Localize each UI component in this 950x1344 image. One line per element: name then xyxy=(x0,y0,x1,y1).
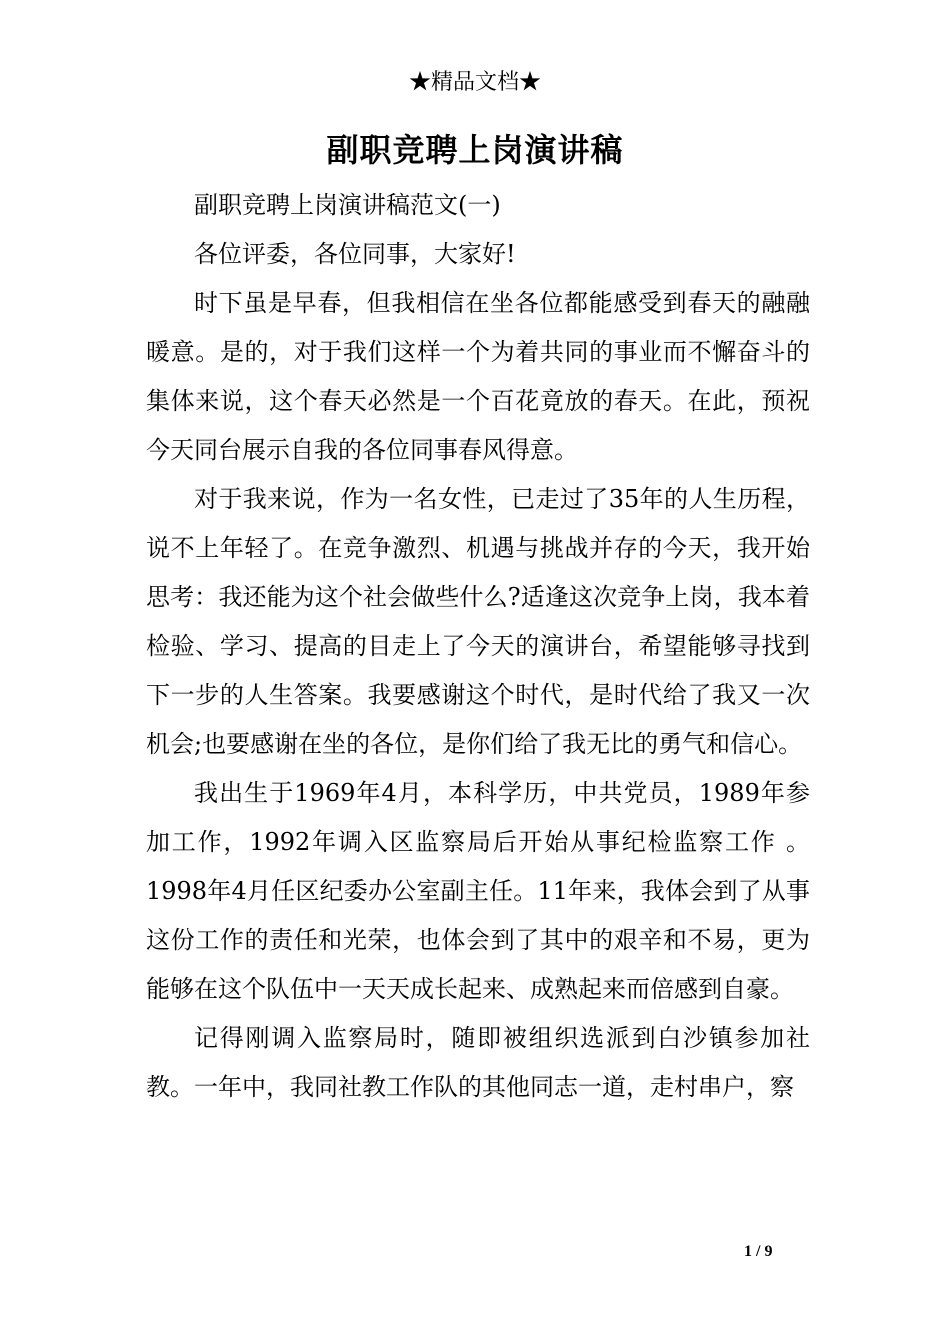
paragraph-subtitle: 副职竞聘上岗演讲稿范文(一) xyxy=(194,191,501,219)
document-body xyxy=(146,181,810,1112)
paragraph-4: 记得刚调入监察局时，随即被组织选派到白沙镇参加社教。一年中，我同社教工作队的其他同志一道，走村串户，察 xyxy=(146,1024,810,1101)
paragraph-3: 我出生于1969年4月，本科学历，中共党员，1989年参加工作，1992年调入区监察局后开始从事纪检监察工作 。1998年4月任区纪委办公室副主任。11年来，我体会到了从事这份工作的责任和光荣，也体会到了其中的艰辛和不易，更为能够在这个队伍中一天天成长起来、成熟起来而倍感到自豪。 xyxy=(146,779,810,1003)
page-indicator: 1 / 9 xyxy=(744,1243,773,1260)
paragraph-1: 时下虽是早春，但我相信在坐各位都能感受到春天的融融暖意。是的，对于我们这样一个为着共同的事业而不懈奋斗的集体来说，这个春天必然是一个百花竟放的春天。在此，预祝今天同台展示自我的各位同事春风得意。 xyxy=(146,289,810,464)
document-title: 副职竞聘上岗演讲稿 xyxy=(326,131,624,169)
paragraph-2: 对于我来说，作为一名女性，已走过了35年的人生历程，说不上年轻了。在竞争激烈、机遇与挑战并存的今天，我开始思考：我还能为这个社会做些什么?适逢这次竞争上岗，我本着检验、学习、提高的目走上了今天的演讲台，希望能够寻找到下一步的人生答案。我要感谢这个时代，是时代给了我又一次机会;也要感谢在坐的各位，是你们给了我无比的勇气和信心。 xyxy=(146,485,810,758)
paragraph-greeting: 各位评委，各位同事，大家好! xyxy=(194,240,516,268)
header-label: ★精品文档★ xyxy=(408,70,541,95)
